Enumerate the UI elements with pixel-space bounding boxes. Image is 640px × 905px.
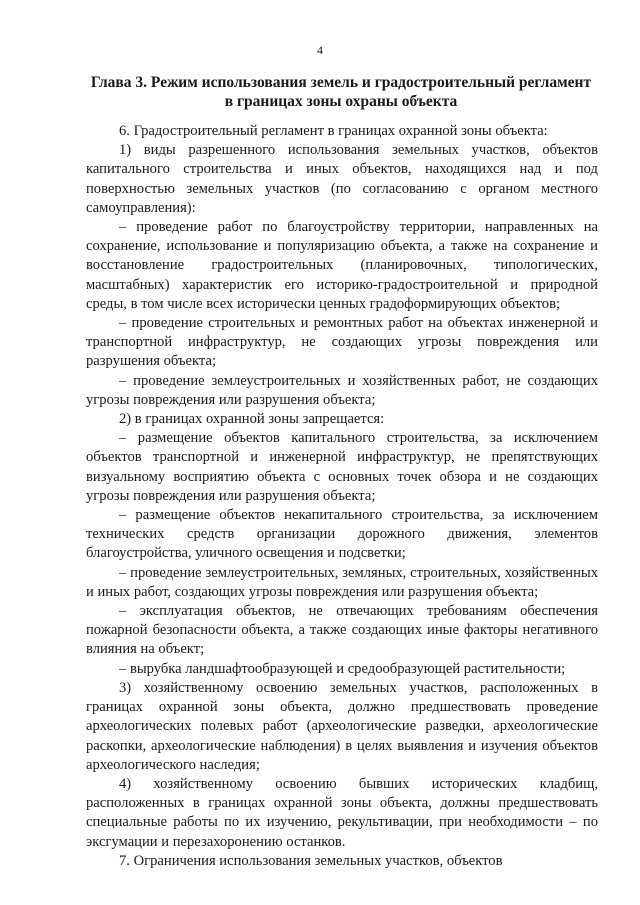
list-item-earthworks: – проведение землеустроительных, земляных, строительных, хозяйственных и иных работ, создающих угрозы повреждения или разрушения объекта; — [86, 564, 598, 600]
page-number: 4 — [317, 43, 323, 57]
paragraph-cemeteries: 4) хозяйственному освоению бывших исторических кладбищ, расположенных в границах охранной зоны объекта, должны предшествовать специальные работы по их изучению, рекультивации, при необходимости – по эксгумации и перезахоронению останков. — [86, 775, 598, 850]
list-item-land-works: – проведение землеустроительных и хозяйственных работ, не создающих угрозы повреждения или разрушения объекта; — [86, 372, 598, 408]
paragraph-prohibited: 2) в границах охранной зоны запрещается: — [119, 411, 385, 428]
paragraph-allowed-uses: 1) виды разрешенного использования земельных участков, объектов капитального строительства и иных объектов, находящихся над и под поверхностью земельных участков (по согласованию с органом местного самоуправления): — [86, 142, 598, 216]
paragraph-6: 6. Градостроительный регламент в границах охранной зоны объекта: — [119, 123, 548, 139]
list-item-landscaping: – проведение работ по благоустройству территории, направленных на сохранение, использование и популяризацию объекта, а также на сохранение и восстановление градостроительных (планировочных, типологических, масштабных) характеристик его историко-градостроительной и природной среды, в том числе всех исторически ценных градоформирующих объектов; — [86, 219, 598, 312]
list-item-tree-felling: – вырубка ландшафтообразующей и средообразующей растительности; — [119, 660, 566, 677]
document-body — [86, 122, 598, 871]
paragraph-7: 7. Ограничения использования земельных участков, объектов — [119, 852, 503, 869]
list-item-capital-construction: – размещение объектов капитального строительства, за исключением объектов транспортной и инженерной инфраструктур, не препятствующих визуальному восприятию объекта с основных точек обзора и не создающих угрозы повреждения или разрушения объекта; — [86, 430, 598, 504]
list-item-fire-safety: – эксплуатация объектов, не отвечающих требованиям обеспечения пожарной безопасности объекта, а также создающих иные факторы негативного влияния на объект; — [86, 603, 598, 658]
list-item-noncapital-construction: – размещение объектов некапитального строительства, за исключением технических средств организации дорожного движения, элементов благоустройства, уличного освещения и подсветки; — [86, 507, 598, 562]
list-item-construction: – проведение строительных и ремонтных работ на объектах инженерной и транспортной инфраструктур, не создающих угрозы повреждения или разрушения объекта; — [86, 315, 598, 370]
chapter-title: Глава 3. Режим использования земель и градостроительный регламент в границах зоны охраны объекта — [90, 74, 592, 110]
paragraph-archaeology: 3) хозяйственному освоению земельных участков, расположенных в границах охранной зоны объекта, должно предшествовать проведение археологических полевых работ (археологические разведки, археологические раскопки, археологические наблюдения) в целях выявления и изучения объектов археологического наследия; — [86, 679, 598, 773]
